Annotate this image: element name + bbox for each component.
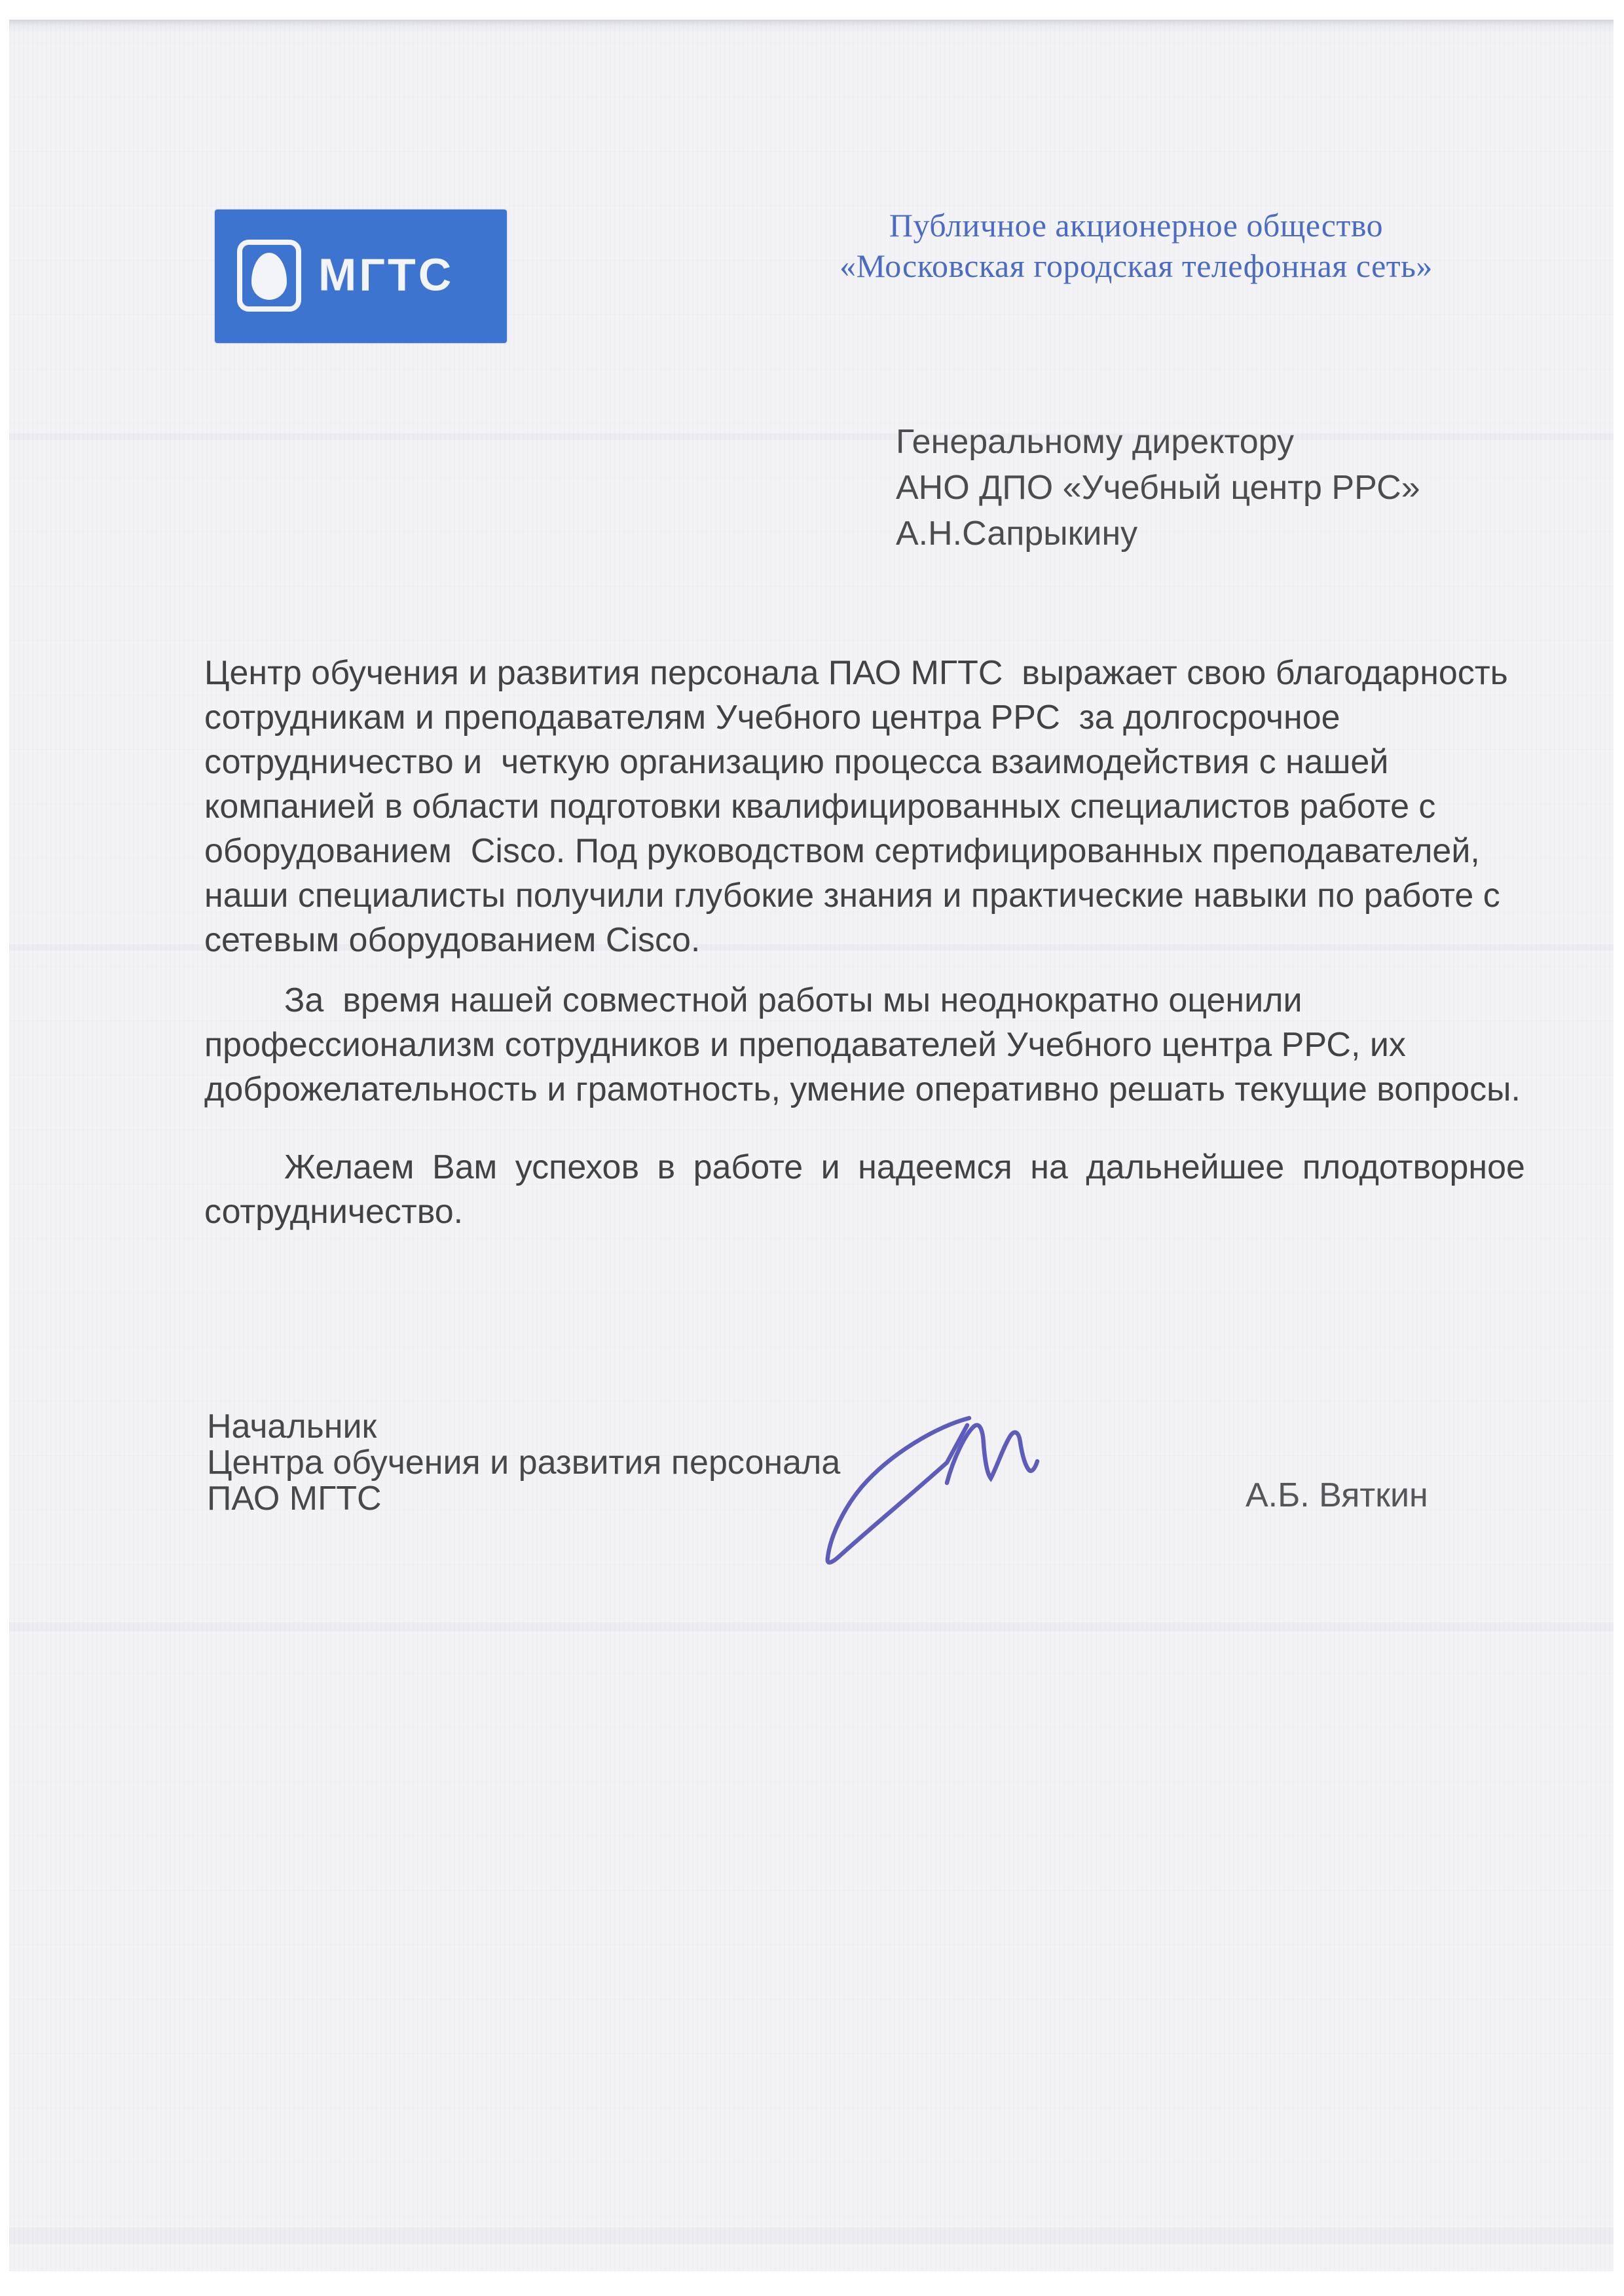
text-line: Центра обучения и развития персонала [207,1444,841,1482]
signer-title-block [207,1409,840,1517]
signer-name: А.Б. Вяткин [1246,1476,1428,1514]
text-line: доброжелательность и грамотность, умение оперативно решать текущие вопросы. [204,1070,1521,1108]
text-line: Центр обучения и развития персонала ПАО МГТС выражает свою благодарность [204,654,1508,692]
text-line: АНО ДПО «Учебный центр РРС» [896,469,1420,507]
text-line: Начальник [207,1408,377,1446]
text-line: ПАО МГТС [207,1480,382,1518]
logo-text: МГТС [318,249,454,301]
mgts-egg-icon [237,240,301,312]
text-line: А.Н.Сапрыкину [896,515,1138,553]
handwritten-signature [783,1372,1110,1620]
text-line: профессионализм сотрудников и преподавателей Учебного центра РРС, их [204,1026,1406,1064]
addressee-block [896,419,1420,556]
body-paragraph-3 [204,1145,1525,1234]
scan-artifact-band [9,2227,1614,2244]
body-paragraph-1 [204,651,1515,962]
mgts-logo [215,210,507,343]
org-name-line-2: «Московская городская телефонная сеть» [840,247,1433,284]
text-line: сетевым оборудованием Cisco. [204,921,701,959]
body-paragraph-2 [204,978,1521,1112]
signature-loop-stroke [828,1418,969,1563]
scan-artifact-band [9,1622,1614,1631]
text-line: сотрудничество и четкую организацию процесса взаимодействия с нашей [204,743,1389,781]
egg-shape [251,253,287,300]
text-line: наши специалисты получили глубокие знания и практические навыки по работе с [204,877,1500,915]
org-name-header [740,205,1532,286]
org-name-line-1: Публичное акционерное общество [889,207,1384,244]
text-line: Желаем Вам успехов в работе и надеемся на дальнейшее плодотворное [284,1148,1525,1186]
text-line: За время нашей совместной работы мы неоднократно оценили [284,981,1302,1019]
text-line: сотрудникам и преподавателям Учебного центра РРС за долгосрочное [204,699,1340,737]
text-line: компанией в области подготовки квалифицированных специалистов работе с [204,788,1436,826]
text-line: Генеральному директору [896,423,1294,461]
text-line: оборудованием Cisco. Под руководством сертифицированных преподавателей, [204,832,1480,870]
text-line: сотрудничество. [204,1193,464,1231]
